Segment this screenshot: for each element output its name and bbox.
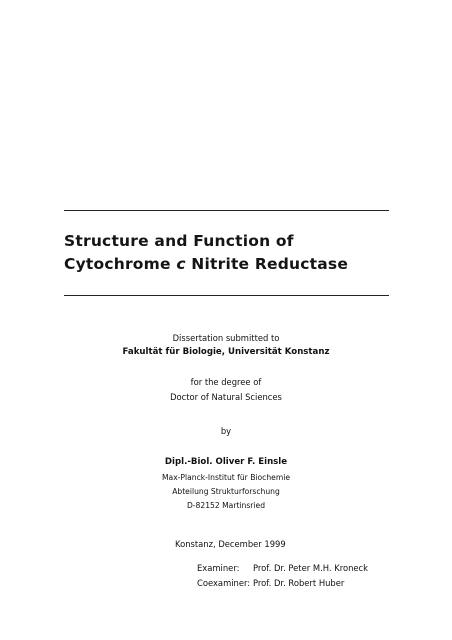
faculty-name: Fakultät für Biologie, Universität Konstanz [122,347,330,357]
examiner-row [197,563,368,574]
top-rule [64,210,389,211]
examiner-role: Examiner: [197,563,240,573]
coexaminer-role: Coexaminer: [197,578,251,588]
author-institute: Max-Planck-Institut für Biochemie [161,473,290,482]
degree-name: Doctor of Natural Sciences [170,392,282,402]
coexaminer-row [197,578,344,589]
place-date: Konstanz, December 1999 [175,539,286,549]
submission-statement: Dissertation submitted to [172,333,280,343]
title-line-2-prefix: Cytochrome [64,255,177,273]
examiner-name: Prof. Dr. Peter M.H. Kroneck [253,563,368,573]
author-address: D-82152 Martinsried [186,501,266,510]
title-line-1: Structure and Function of [64,232,294,250]
title-line-2-italic: c [176,255,186,273]
author-name: Dipl.-Biol. Oliver F. Einsle [164,457,288,467]
thesis-title [64,230,394,276]
degree-intro: for the degree of [190,377,262,387]
coexaminer-name: Prof. Dr. Robert Huber [253,578,345,588]
bottom-rule [64,295,389,296]
by-label: by [220,426,232,436]
title-line-2-suffix: Nitrite Reductase [185,255,349,273]
author-department: Abteilung Strukturforschung [172,487,280,496]
title-line-2 [64,253,394,276]
